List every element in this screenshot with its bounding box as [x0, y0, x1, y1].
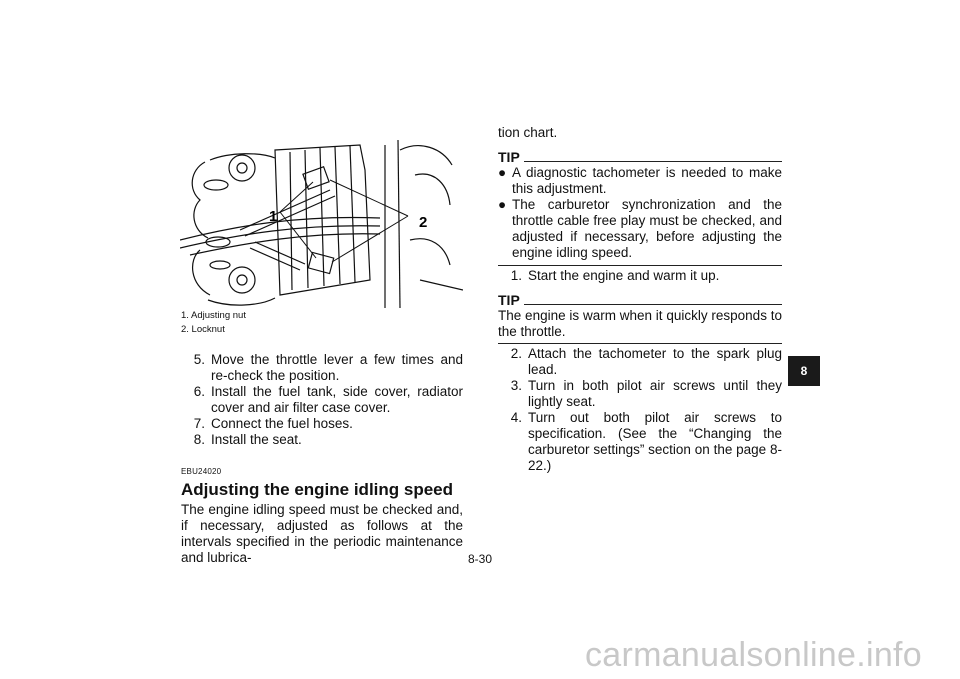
callout-1: 1: [269, 208, 278, 225]
list-item: 2. Attach the tachometer to the spark plug lead.: [510, 346, 782, 377]
tip-divider: [498, 265, 782, 266]
caption-adjusting-nut: 1. Adjusting nut: [181, 310, 246, 321]
section-intro: The engine idling speed must be checked and, if necessary, adjusted as follows at the intervals specified in the periodic maintenance and lubrica-: [181, 502, 463, 565]
continued-text: tion chart.: [498, 125, 558, 140]
watermark: carmanualsonline.info: [584, 636, 922, 674]
right-column: [498, 125, 782, 474]
list-item: 1. Start the engine and warm it up.: [510, 268, 720, 283]
list-item: 6. Install the fuel tank, side cover, radiator cover and air filter case cover.: [193, 384, 463, 415]
tip-header: TIP: [498, 292, 782, 308]
tip-divider: [498, 343, 782, 344]
caption-locknut: 2. Locknut: [181, 324, 225, 335]
tip-bullet: ● A diagnostic tachometer is needed to make this adjustment.: [498, 165, 782, 196]
list-item: 3. Turn in both pilot air screws until they lightly seat.: [510, 378, 782, 409]
tip-bullet: ● The carburetor synchronization and the throttle cable free play must be checked, and adjusted if necessary, before adjusting the engine idling speed.: [498, 197, 782, 260]
list-item: 7. Connect the fuel hoses.: [193, 416, 353, 431]
chapter-tab: 8: [788, 356, 820, 386]
engine-line-drawing: [180, 130, 463, 308]
section-code: EBU24020: [181, 467, 222, 476]
left-column: [181, 352, 463, 566]
list-item: 4. Turn out both pilot air screws to specification. (See the “Changing the carburetor settings” section on the page 8-22.): [510, 410, 782, 473]
section-heading: Adjusting the engine idling speed: [181, 480, 454, 499]
tip-text: The engine is warm when it quickly responds to the throttle.: [498, 308, 782, 339]
carburetor-illustration: [180, 130, 463, 308]
tip-header: TIP: [498, 149, 782, 165]
callout-2: 2: [419, 214, 428, 231]
list-item: 8. Install the seat.: [193, 432, 302, 447]
list-item: 5. Move the throttle lever a few times and re-check the position.: [193, 352, 463, 383]
page-number: 8-30: [467, 552, 493, 566]
